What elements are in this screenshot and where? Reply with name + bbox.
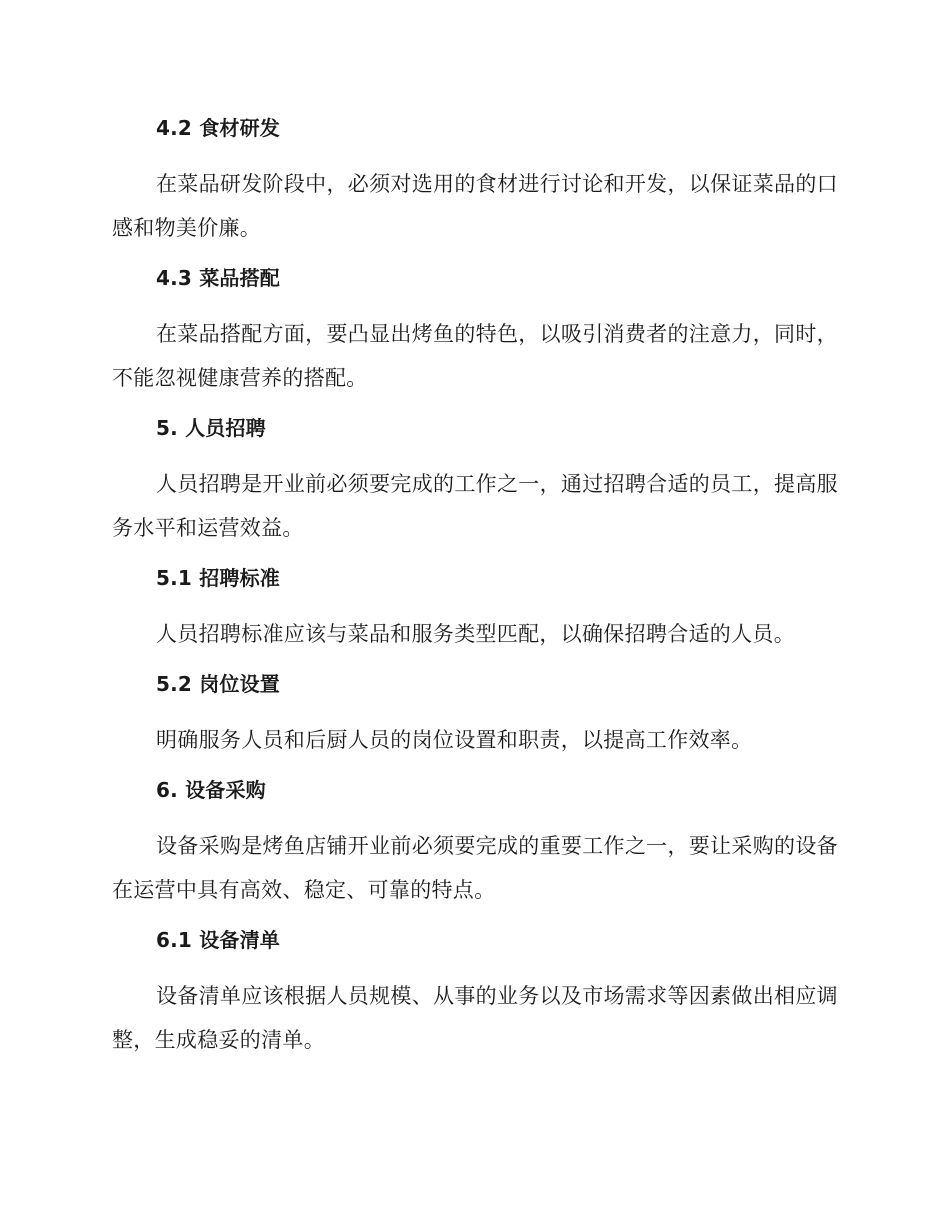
section-heading-5: 5. 人员招聘 <box>156 416 266 440</box>
document-body <box>112 112 838 1062</box>
section-heading-6: 6. 设备采购 <box>156 778 266 802</box>
section-paragraph-6-1: 设备清单应该根据人员规模、从事的业务以及市场需求等因素做出相应调整，生成稳妥的清单。 <box>112 984 838 1052</box>
section-paragraph-4-2: 在菜品研发阶段中，必须对选用的食材进行讨论和开发，以保证菜品的口感和物美价廉。 <box>112 172 838 240</box>
section-paragraph-6: 设备采购是烤鱼店铺开业前必须要完成的重要工作之一，要让采购的设备在运营中具有高效、稳定、可靠的特点。 <box>112 834 838 902</box>
section-heading-6-1: 6.1 设备清单 <box>156 928 280 952</box>
section-paragraph-5-1: 人员招聘标准应该与菜品和服务类型匹配，以确保招聘合适的人员。 <box>156 622 795 646</box>
section-paragraph-5: 人员招聘是开业前必须要完成的工作之一，通过招聘合适的员工，提高服务水平和运营效益。 <box>112 472 838 540</box>
section-heading-4-2: 4.2 食材研发 <box>156 116 280 140</box>
section-heading-5-1: 5.1 招聘标准 <box>156 566 280 590</box>
section-paragraph-4-3: 在菜品搭配方面，要凸显出烤鱼的特色，以吸引消费者的注意力，同时，不能忽视健康营养的搭配。 <box>112 322 838 390</box>
section-paragraph-5-2: 明确服务人员和后厨人员的岗位设置和职责，以提高工作效率。 <box>156 728 753 752</box>
section-heading-5-2: 5.2 岗位设置 <box>156 672 280 696</box>
section-heading-4-3: 4.3 菜品搭配 <box>156 266 280 290</box>
